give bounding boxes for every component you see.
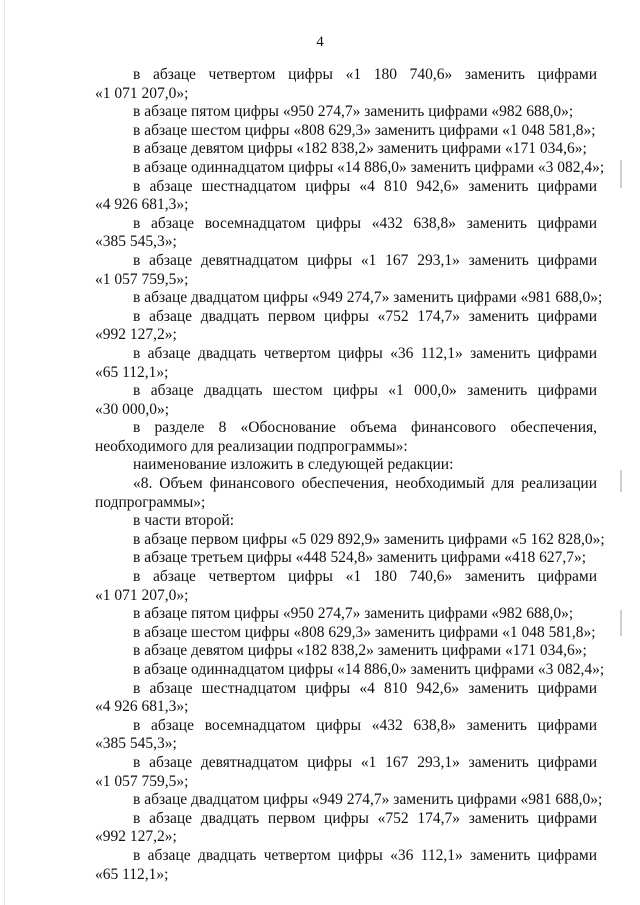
text-line: в абзаце третьем цифры «448 524,8» заменить цифрами «418 627,7»;: [133, 549, 587, 567]
page-number: 4: [316, 34, 324, 50]
text-line: в абзаце двадцать четвертом цифры «36 112,1» заменить цифрами: [133, 846, 597, 864]
text-line: «1 057 759,5»;: [95, 270, 189, 288]
text-line: в абзаце шестнадцатом цифры «4 810 942,6» заменить цифрами: [133, 679, 597, 697]
text-line: в абзаце двадцатом цифры «949 274,7» заменить цифрами «981 688,0»;: [133, 289, 603, 307]
text-line: в абзаце одиннадцатом цифры «14 886,0» заменить цифрами «3 082,4»;: [133, 661, 605, 678]
text-line: в абзаце шестом цифры «808 629,3» заменить цифрами «1 048 581,8»;: [133, 623, 596, 641]
text-line: в абзаце пятом цифры «950 274,7» заменить цифрами «982 688,0»;: [133, 605, 574, 623]
text-line: в абзаце девятом цифры «182 838,2» заменить цифрами «171 034,6»;: [133, 140, 587, 158]
text-line: «8. Объем финансового обеспечения, необходимый для реализации: [133, 475, 597, 493]
document-body: [95, 66, 605, 884]
text-line: наименование изложить в следующей редакции:: [133, 456, 454, 474]
text-line: «385 545,3»;: [95, 735, 177, 753]
text-line: в абзаце восемнадцатом цифры «432 638,8» заменить цифрами: [133, 214, 597, 232]
text-line: «1 071 207,0»;: [95, 586, 189, 604]
text-line: «65 112,1»;: [95, 865, 169, 883]
text-line: в абзаце шестом цифры «808 629,3» заменить цифрами «1 048 581,8»;: [133, 121, 596, 139]
scan-edge-left: [4, 0, 5, 905]
text-line: «4 926 681,3»;: [95, 196, 189, 214]
text-line: в абзаце одиннадцатом цифры «14 886,0» заменить цифрами «3 082,4»;: [133, 158, 605, 176]
text-line: в абзаце двадцать первом цифры «752 174,7» заменить цифрами: [133, 809, 597, 827]
text-line: в абзаце четвертом цифры «1 180 740,6» заменить цифрами: [133, 568, 597, 586]
scan-mark: [620, 160, 622, 188]
text-line: «1 057 759,5»;: [95, 772, 189, 790]
text-line: подпрограммы»;: [95, 493, 206, 511]
text-line: в абзаце четвертом цифры «1 180 740,6» заменить цифрами: [133, 66, 597, 83]
text-line: в абзаце пятом цифры «950 274,7» заменить цифрами «982 688,0»;: [133, 103, 574, 121]
text-line: в части второй:: [133, 512, 235, 530]
text-line: «385 545,3»;: [95, 233, 177, 251]
text-line: в абзаце двадцатом цифры «949 274,7» заменить цифрами «981 688,0»;: [133, 791, 603, 809]
text-line: в абзаце двадцать шестом цифры «1 000,0» заменить цифрами: [133, 382, 597, 400]
text-line: «65 112,1»;: [95, 363, 169, 381]
text-line: необходимого для реализации подпрограммы»:: [95, 437, 408, 455]
text-line: «992 127,2»;: [95, 828, 177, 846]
text-line: «1 071 207,0»;: [95, 84, 189, 102]
text-line: в абзаце восемнадцатом цифры «432 638,8» заменить цифрами: [133, 716, 597, 734]
text-line: «4 926 681,3»;: [95, 698, 189, 716]
text-line: в абзаце двадцать четвертом цифры «36 112,1» заменить цифрами: [133, 344, 597, 362]
scan-mark: [620, 470, 622, 492]
text-line: в абзаце девятнадцатом цифры «1 167 293,1» заменить цифрами: [133, 753, 597, 771]
text-line: в абзаце девятом цифры «182 838,2» заменить цифрами «171 034,6»;: [133, 642, 587, 660]
text-line: в абзаце шестнадцатом цифры «4 810 942,6» заменить цифрами: [133, 177, 597, 195]
text-line: в абзаце двадцать первом цифры «752 174,7» заменить цифрами: [133, 307, 597, 325]
text-line: «992 127,2»;: [95, 326, 177, 344]
scan-mark: [620, 610, 622, 636]
text-line: в абзаце первом цифры «5 029 892,9» заменить цифрами «5 162 828,0»;: [133, 530, 605, 548]
text-line: «30 000,0»;: [95, 400, 170, 418]
text-line: в разделе 8 «Обоснование объема финансового обеспечения,: [133, 419, 597, 437]
text-line: в абзаце девятнадцатом цифры «1 167 293,1» заменить цифрами: [133, 251, 597, 269]
